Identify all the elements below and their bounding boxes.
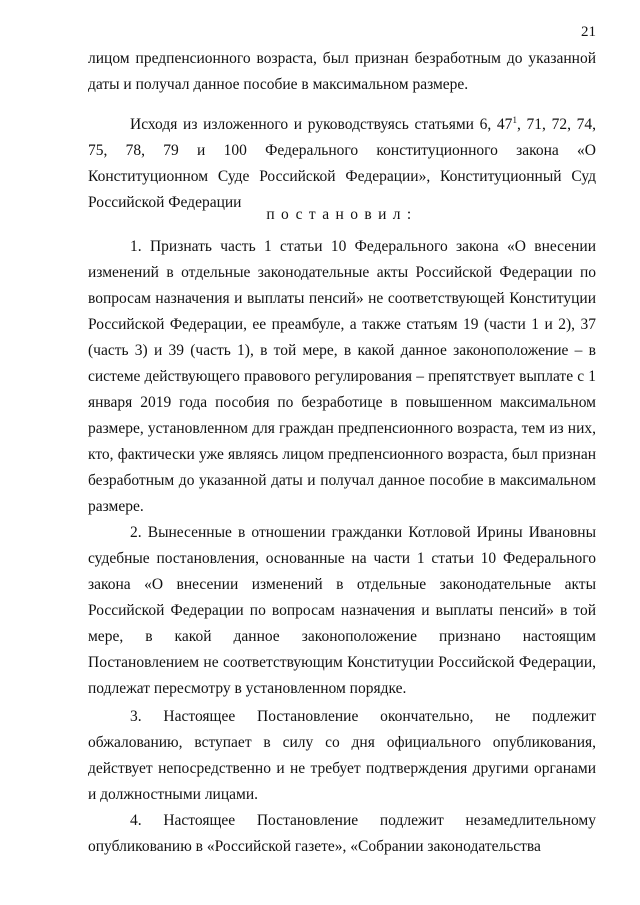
- intro-text-b: , 71, 72, 74, 75, 78, 79 и 100 Федерального конституционного закона «О Конституционном Суде Российской Федерации», Конституционный Суд Российской Федерации: [88, 116, 596, 211]
- page-number: 21: [581, 24, 596, 40]
- resolution-item-3: 3. Настоящее Постановление окончательно, не подлежит обжалованию, вступает в силу со дня официального опубликования, действует непосредственно и не требует подтверждения другими органами и должностными лицами.: [88, 708, 596, 803]
- resolution-item-1: 1. Признать часть 1 статьи 10 Федерального закона «О внесении изменений в отдельные законодательные акты Российской Федерации по вопросам назначения и выплаты пенсий» не соответствующей Конституции Российской Федерации, ее преамбуле, а также статьям 19 (части 1 и 2), 37 (часть 3) и 39 (часть 1), в той мере, в какой данное законоположение – в системе действующего правового регулирования – препятствует выплате с 1 января 2019 года пособия по безработице в повышенном максимальном размере, установленном для граждан предпенсионного возраста, тем из них, кто, фактически уже являясь лицом предпенсионного возраста, был признан безработным до указанной даты и получал данное пособие в максимальном размере.: [88, 238, 596, 515]
- resolution-item-2: 2. Вынесенные в отношении гражданки Котловой Ирины Ивановны судебные постановления, основанные на части 1 статьи 10 Федерального закона «О внесении изменений в отдельные законодательные акты Российской Федерации по вопросам назначения и выплаты пенсий» в той мере, в какой данное законоположение признано настоящим Постановлением не соответствующим Конституции Российской Федерации, подлежат пересмотру в установленном порядке.: [88, 524, 596, 697]
- resolution-item-4: 4. Настоящее Постановление подлежит незамедлительному опубликованию в «Российской газете», «Собрании законодательства: [88, 812, 596, 855]
- continuation-paragraph: лицом предпенсионного возраста, был признан безработным до указанной даты и получал данное пособие в максимальном размере.: [88, 50, 596, 93]
- resolution-heading: постановил:: [266, 206, 418, 223]
- intro-paragraph: [88, 112, 596, 216]
- intro-superscript: 1: [512, 114, 517, 125]
- intro-text-a: Исходя из изложенного и руководствуясь статьями 6, 47: [130, 116, 513, 133]
